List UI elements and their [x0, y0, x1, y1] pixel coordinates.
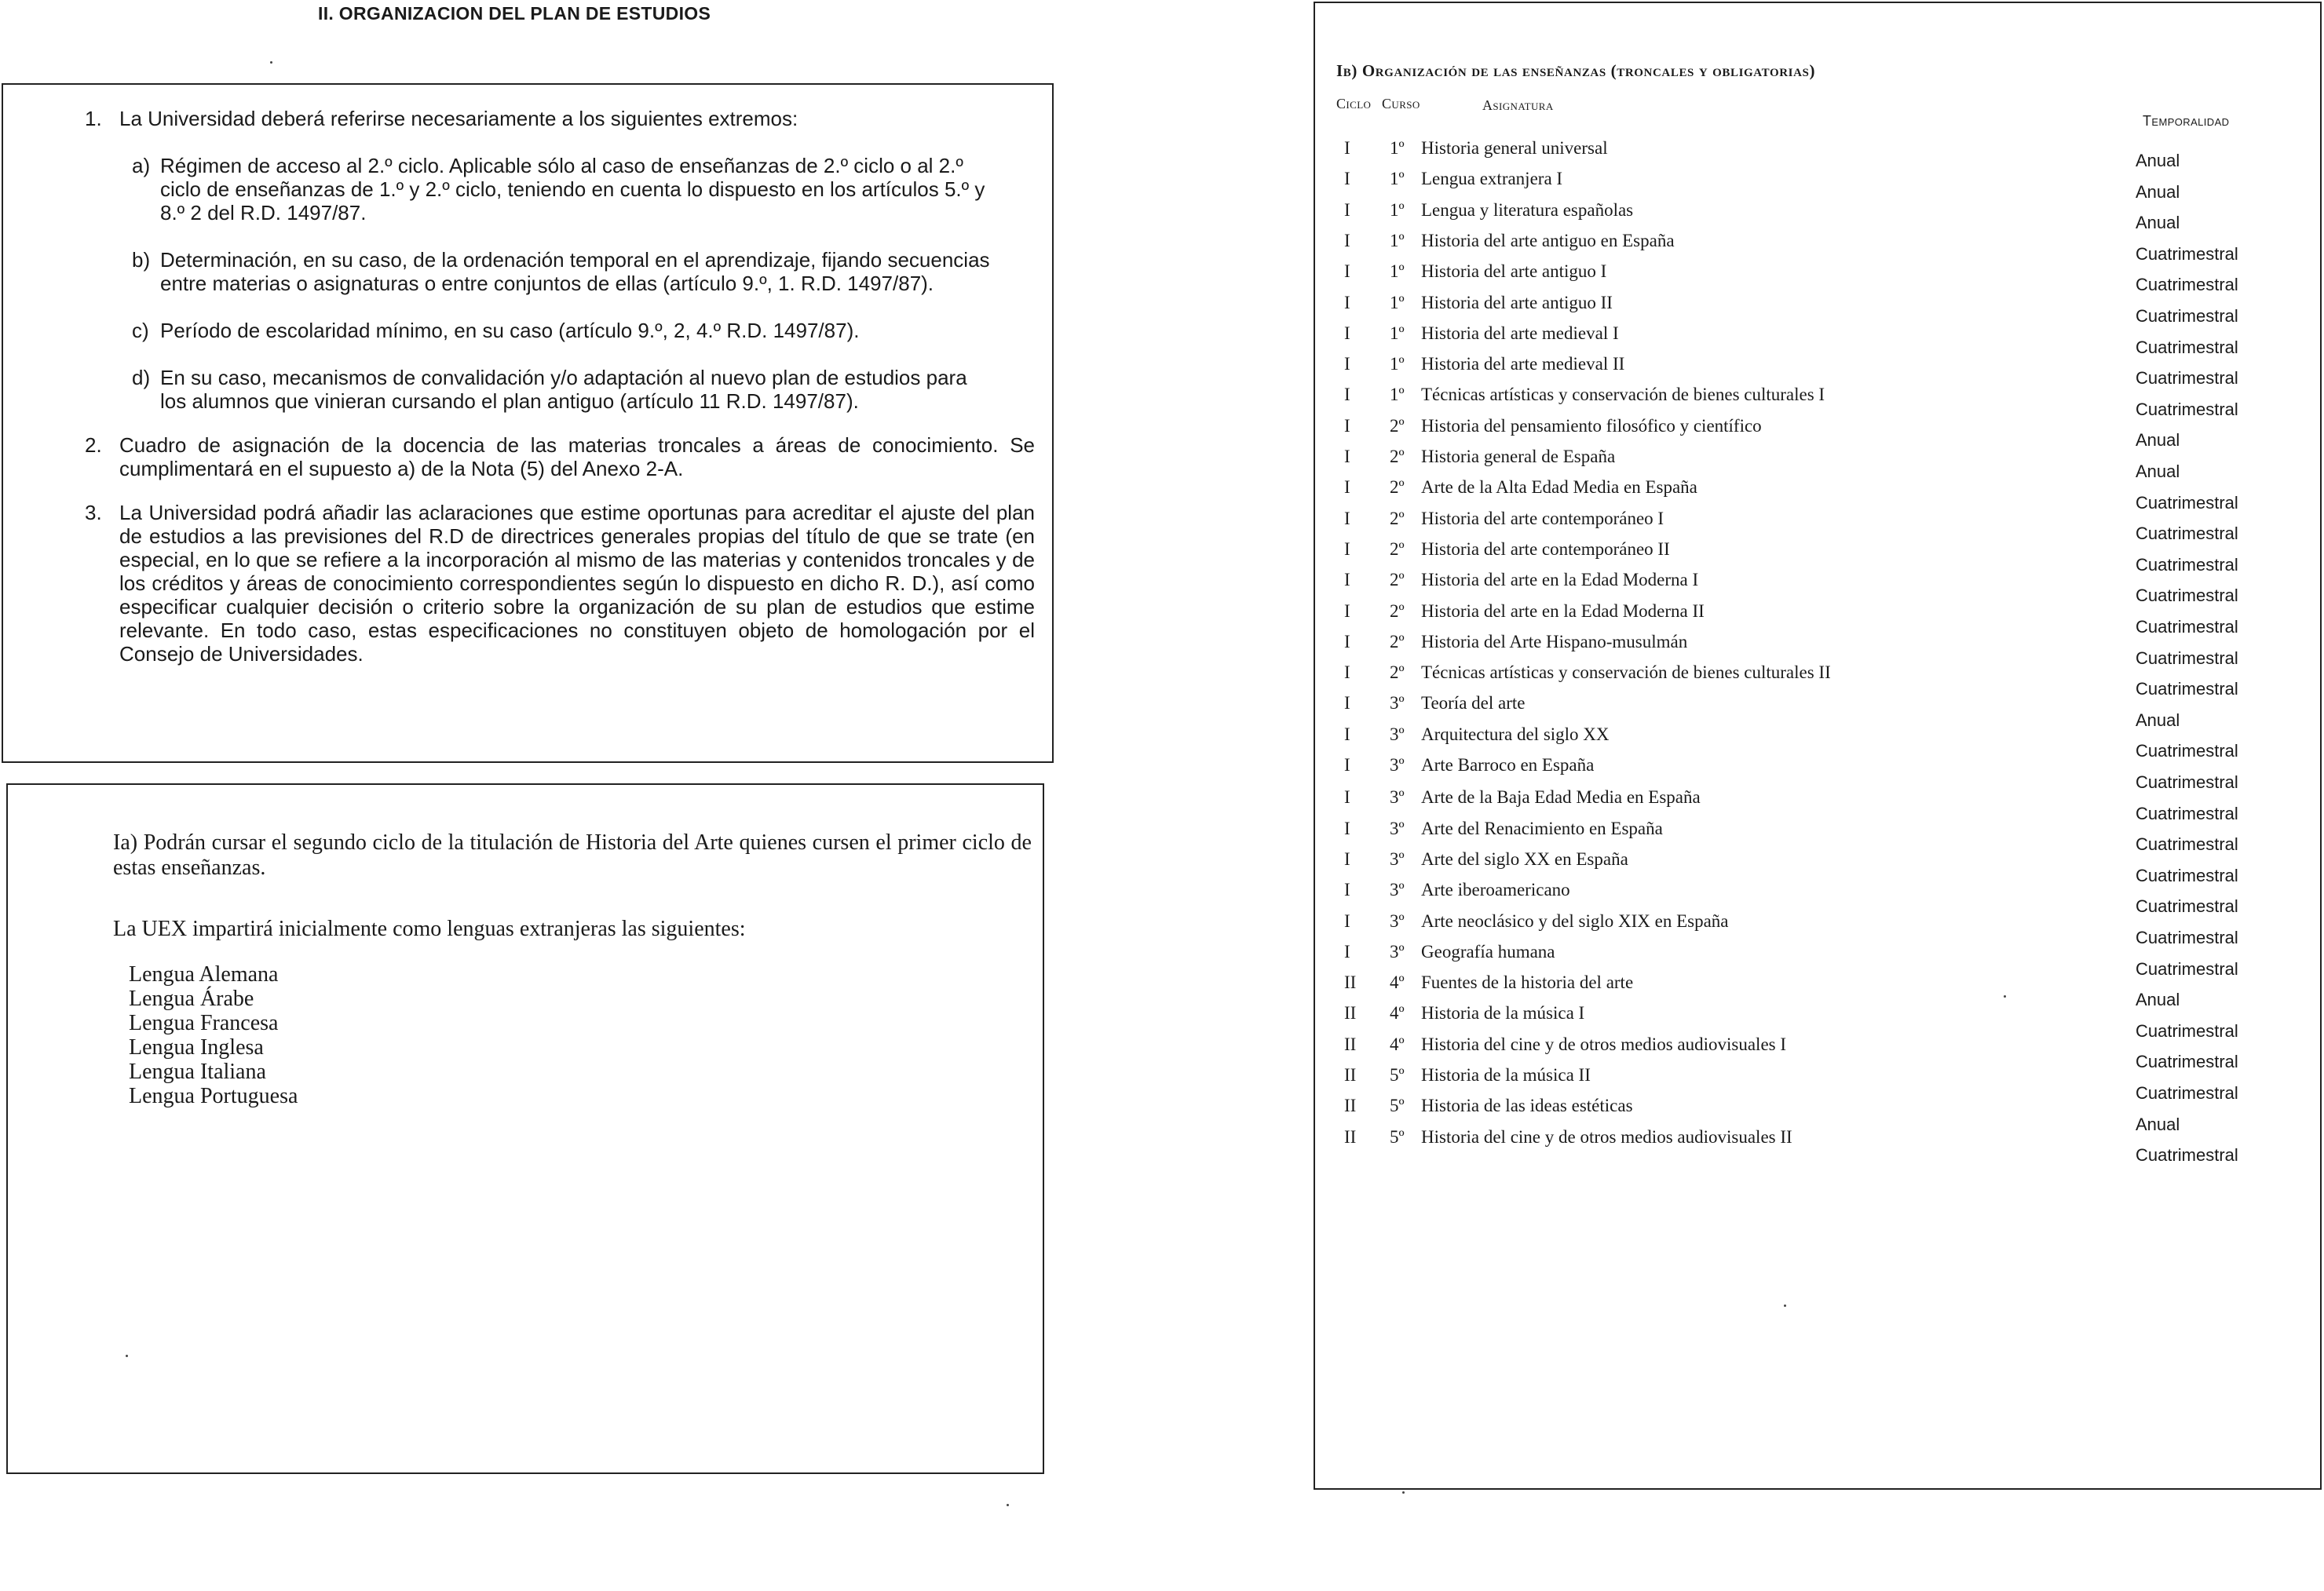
- cell-asignatura: Historia del arte antiguo en España: [1421, 231, 1675, 250]
- cell-asignatura: Técnicas artísticas y conservación de bienes culturales II: [1421, 662, 1831, 682]
- cell-temporalidad: Cuatrimestral: [2136, 648, 2238, 668]
- cell-curso: 1º: [1390, 354, 1405, 374]
- cell-ciclo: I: [1344, 570, 1350, 589]
- cell-curso: 2º: [1390, 509, 1405, 528]
- cell-asignatura: Arte Barroco en España: [1421, 755, 1595, 775]
- cell-temporalidad: Anual: [2136, 462, 2180, 481]
- note-subitem-b: [119, 248, 992, 295]
- table-row: [1335, 786, 2245, 809]
- cell-curso: 2º: [1390, 570, 1405, 589]
- cell-temporalidad: Cuatrimestral: [2136, 772, 2238, 792]
- cell-temporalidad: Cuatrimestral: [2136, 1083, 2238, 1103]
- cell-temporalidad: Cuatrimestral: [2136, 338, 2238, 357]
- table-row: [1335, 568, 2245, 592]
- cell-asignatura: Historia del cine y de otros medios audiovisuales I: [1421, 1035, 1787, 1054]
- cell-asignatura: Lengua y literatura españolas: [1421, 200, 1634, 220]
- cell-asignatura: Historia del arte en la Edad Moderna I: [1421, 570, 1699, 589]
- subitem-text: Régimen de acceso al 2.º ciclo. Aplicable sólo al caso de enseñanzas de 2.º ciclo o al 2.º ciclo de enseñanzas de 1.º y 2.º ciclo, teniendo en cuenta lo dispuesto en los artículos 5.º y 8.º 2 del R.D. 1497/87.: [160, 154, 985, 224]
- cell-temporalidad: Anual: [2136, 151, 2180, 170]
- table-row: [1335, 661, 2245, 684]
- cell-curso: 1º: [1390, 169, 1405, 188]
- cell-temporalidad: Cuatrimestral: [2136, 306, 2238, 326]
- table-row: [1335, 723, 2245, 746]
- note-number: 2.: [85, 433, 102, 457]
- column-header-ciclo: Ciclo: [1336, 96, 1372, 111]
- table-row: [1335, 199, 2245, 222]
- cell-asignatura: Historia del arte en la Edad Moderna II: [1421, 601, 1705, 621]
- cell-asignatura: Arte de la Baja Edad Media en España: [1421, 787, 1701, 807]
- cell-temporalidad: Cuatrimestral: [2136, 834, 2238, 854]
- cell-temporalidad: Cuatrimestral: [2136, 804, 2238, 823]
- cell-ciclo: I: [1344, 724, 1350, 744]
- scan-speck: [1784, 1305, 1786, 1307]
- cell-ciclo: II: [1344, 1003, 1357, 1023]
- table-row: [1335, 352, 2245, 376]
- table-row: [1335, 910, 2245, 933]
- language-item: Lengua Francesa: [129, 1011, 279, 1035]
- cell-ciclo: I: [1344, 261, 1350, 281]
- cell-curso: 2º: [1390, 447, 1405, 466]
- table-row: [1335, 971, 2245, 994]
- cell-curso: 2º: [1390, 662, 1405, 682]
- scan-speck: [1402, 1491, 1405, 1494]
- languages-intro: La UEX impartirá inicialmente como lenguas extranjeras las siguientes:: [113, 917, 746, 941]
- table-row: [1335, 754, 2245, 777]
- cell-temporalidad: Cuatrimestral: [2136, 275, 2238, 294]
- access-paragraph: Ia) Podrán cursar el segundo ciclo de la titulación de Historia del Arte quienes cursen el primer ciclo de estas enseñanzas.: [113, 830, 1032, 880]
- table-row: [1335, 1033, 2245, 1056]
- note-number: 1.: [85, 107, 102, 130]
- table-row: [1335, 1126, 2245, 1149]
- table-row: [1335, 167, 2245, 191]
- cell-ciclo: I: [1344, 447, 1350, 466]
- scan-speck: [270, 61, 272, 64]
- cell-asignatura: Arte del siglo XX en España: [1421, 849, 1628, 869]
- cell-temporalidad: Cuatrimestral: [2136, 959, 2238, 979]
- cell-asignatura: Técnicas artísticas y conservación de bienes culturales I: [1421, 385, 1825, 404]
- table-row: [1335, 1064, 2245, 1087]
- cell-temporalidad: Cuatrimestral: [2136, 679, 2238, 699]
- cell-temporalidad: Cuatrimestral: [2136, 617, 2238, 637]
- cell-ciclo: I: [1344, 416, 1350, 436]
- cell-temporalidad: Anual: [2136, 182, 2180, 202]
- cell-ciclo: I: [1344, 880, 1350, 899]
- cell-ciclo: I: [1344, 323, 1350, 343]
- table-row: [1335, 940, 2245, 964]
- cell-temporalidad: Cuatrimestral: [2136, 368, 2238, 388]
- cell-curso: 1º: [1390, 293, 1405, 312]
- scan-speck: [1007, 1504, 1009, 1506]
- cell-temporalidad: Cuatrimestral: [2136, 866, 2238, 885]
- table-row: [1335, 229, 2245, 253]
- note-subitem-d: [119, 366, 992, 413]
- language-item: Lengua Italiana: [129, 1060, 266, 1084]
- table-row: [1335, 476, 2245, 499]
- table-row: [1335, 507, 2245, 531]
- cell-temporalidad: Cuatrimestral: [2136, 896, 2238, 916]
- language-item: Lengua Portuguesa: [129, 1084, 298, 1108]
- cell-asignatura: Historia general universal: [1421, 138, 1608, 158]
- note-subitem-c: [119, 319, 992, 342]
- cell-ciclo: I: [1344, 911, 1350, 931]
- cell-asignatura: Historia del arte medieval II: [1421, 354, 1625, 374]
- cell-curso: 1º: [1390, 200, 1405, 220]
- cell-curso: 5º: [1390, 1065, 1405, 1085]
- cell-ciclo: I: [1344, 200, 1350, 220]
- cell-curso: 4º: [1390, 1035, 1405, 1054]
- cell-temporalidad: Cuatrimestral: [2136, 244, 2238, 264]
- section-title: II. ORGANIZACION DEL PLAN DE ESTUDIOS: [318, 3, 711, 24]
- note-number: 3.: [85, 501, 102, 524]
- table-row: [1335, 848, 2245, 871]
- note-text: Cuadro de asignación de la docencia de las materias troncales a áreas de conocimiento. Se cumplimentará en el supuesto a) de la Nota (5) del Anexo 2-A.: [119, 433, 1035, 480]
- languages-list: [129, 962, 1032, 1108]
- cell-curso: 2º: [1390, 632, 1405, 651]
- cell-curso: 3º: [1390, 849, 1405, 869]
- language-item: Lengua Inglesa: [129, 1035, 264, 1060]
- cell-asignatura: Historia del arte antiguo I: [1421, 261, 1607, 281]
- cell-curso: 1º: [1390, 323, 1405, 343]
- cell-curso: 3º: [1390, 724, 1405, 744]
- cell-curso: 2º: [1390, 416, 1405, 436]
- cell-ciclo: II: [1344, 1035, 1357, 1054]
- note-text: La Universidad deberá referirse necesariamente a los siguientes extremos:: [119, 107, 798, 130]
- cell-temporalidad: Cuatrimestral: [2136, 1145, 2238, 1165]
- cell-asignatura: Geografía humana: [1421, 942, 1555, 962]
- table-row: [1335, 291, 2245, 315]
- table-row: [1335, 538, 2245, 561]
- cell-temporalidad: Anual: [2136, 710, 2180, 730]
- cell-temporalidad: Anual: [2136, 430, 2180, 450]
- cell-asignatura: Historia del arte contemporáneo II: [1421, 539, 1670, 559]
- cell-curso: 3º: [1390, 787, 1405, 807]
- table-row: [1335, 600, 2245, 623]
- table-row: [1335, 1094, 2245, 1118]
- cell-curso: 4º: [1390, 972, 1405, 992]
- cell-ciclo: I: [1344, 477, 1350, 497]
- note-item-3: [79, 501, 1035, 666]
- cell-asignatura: Teoría del arte: [1421, 693, 1526, 713]
- cell-ciclo: II: [1344, 1065, 1357, 1085]
- cell-asignatura: Historia de la música I: [1421, 1003, 1585, 1023]
- cell-ciclo: I: [1344, 693, 1350, 713]
- cell-curso: 5º: [1390, 1127, 1405, 1147]
- cell-asignatura: Arte iberoamericano: [1421, 880, 1570, 899]
- cell-ciclo: I: [1344, 755, 1350, 775]
- subitem-label: c): [132, 319, 149, 342]
- cell-temporalidad: Cuatrimestral: [2136, 400, 2238, 419]
- table-row: [1335, 260, 2245, 283]
- subitem-text: Período de escolaridad mínimo, en su caso (artículo 9.º, 2, 4.º R.D. 1497/87).: [160, 319, 860, 342]
- subitem-label: b): [132, 248, 151, 272]
- cell-ciclo: I: [1344, 509, 1350, 528]
- cell-curso: 1º: [1390, 231, 1405, 250]
- cell-ciclo: I: [1344, 662, 1350, 682]
- cell-temporalidad: Cuatrimestral: [2136, 741, 2238, 761]
- language-item: Lengua Árabe: [129, 987, 254, 1011]
- cell-ciclo: I: [1344, 354, 1350, 374]
- cell-ciclo: I: [1344, 138, 1350, 158]
- table-row: [1335, 137, 2245, 160]
- cell-curso: 2º: [1390, 539, 1405, 559]
- cell-ciclo: II: [1344, 1127, 1357, 1147]
- cell-ciclo: II: [1344, 1096, 1357, 1115]
- note-item-2: [79, 433, 1035, 480]
- cell-curso: 2º: [1390, 601, 1405, 621]
- notes-list: [79, 107, 1035, 686]
- subitem-text: En su caso, mecanismos de convalidación y/o adaptación al nuevo plan de estudios para los alumnos que vinieran cursando el plan antiguo (artículo 11 R.D. 1497/87).: [160, 366, 967, 413]
- cell-temporalidad: Anual: [2136, 990, 2180, 1009]
- cell-asignatura: Lengua extranjera I: [1421, 169, 1563, 188]
- cell-temporalidad: Cuatrimestral: [2136, 1052, 2238, 1071]
- second-cycle-content: [113, 830, 1032, 1108]
- cell-curso: 5º: [1390, 1096, 1405, 1115]
- cell-curso: 3º: [1390, 911, 1405, 931]
- cell-ciclo: I: [1344, 385, 1350, 404]
- table-row: [1335, 322, 2245, 345]
- cell-ciclo: I: [1344, 819, 1350, 838]
- cell-temporalidad: Anual: [2136, 213, 2180, 232]
- cell-ciclo: I: [1344, 293, 1350, 312]
- note-subitem-a: [119, 154, 992, 224]
- cell-temporalidad: Cuatrimestral: [2136, 1021, 2238, 1041]
- cell-asignatura: Historia de la música II: [1421, 1065, 1591, 1085]
- cell-curso: 3º: [1390, 819, 1405, 838]
- cell-temporalidad: Cuatrimestral: [2136, 928, 2238, 947]
- column-header-asignatura: Asignatura: [1482, 97, 1554, 113]
- cell-asignatura: Arte del Renacimiento en España: [1421, 819, 1663, 838]
- cell-ciclo: II: [1344, 972, 1357, 992]
- cell-ciclo: I: [1344, 231, 1350, 250]
- cell-temporalidad: Cuatrimestral: [2136, 555, 2238, 575]
- cell-ciclo: I: [1344, 539, 1350, 559]
- cell-ciclo: I: [1344, 942, 1350, 962]
- cell-asignatura: Historia del arte medieval I: [1421, 323, 1619, 343]
- cell-asignatura: Arte de la Alta Edad Media en España: [1421, 477, 1697, 497]
- cell-temporalidad: Cuatrimestral: [2136, 586, 2238, 605]
- cell-temporalidad: Anual: [2136, 1115, 2180, 1134]
- cell-asignatura: Fuentes de la historia del arte: [1421, 972, 1634, 992]
- column-header-temporalidad: Temporalidad: [2143, 113, 2230, 129]
- cell-asignatura: Arquitectura del siglo XX: [1421, 724, 1610, 744]
- table-row: [1335, 383, 2245, 407]
- cell-asignatura: Arte neoclásico y del siglo XIX en España: [1421, 911, 1729, 931]
- language-item: Lengua Alemana: [129, 962, 279, 987]
- note-text: La Universidad podrá añadir las aclaraciones que estime oportunas para acreditar el ajuste del plan de estudios a las previsiones del R.D de directrices generales propias del título de que se trate (en especial, en lo que se refiere a la incorporación al mismo de las materias y contenidos troncales y de los créditos y áreas de conocimiento correspondientes según lo dispuesto en dicho R. D.), así como especificar cualquier decisión o criterio sobre la organización de su plan de estudios que estime relevante. En todo caso, estas especificaciones no constituyen objeto de homologación por el Consejo de Universidades.: [119, 501, 1035, 666]
- table-row: [1335, 445, 2245, 469]
- subitem-text: Determinación, en su caso, de la ordenación temporal en el aprendizaje, fijando secuencias entre materias o asignaturas o entre conjuntos de ellas (artículo 9.º, 1. R.D. 1497/87).: [160, 248, 990, 295]
- cell-curso: 2º: [1390, 477, 1405, 497]
- table-heading: Ib) Organización de las enseñanzas (troncales y obligatorias): [1336, 61, 1816, 80]
- cell-ciclo: I: [1344, 601, 1350, 621]
- cell-temporalidad: Cuatrimestral: [2136, 524, 2238, 543]
- cell-curso: 3º: [1390, 755, 1405, 775]
- scan-speck: [126, 1355, 128, 1357]
- note-item-1: [79, 107, 1035, 413]
- table-row: [1335, 1002, 2245, 1025]
- cell-temporalidad: Cuatrimestral: [2136, 493, 2238, 513]
- cell-asignatura: Historia de las ideas estéticas: [1421, 1096, 1633, 1115]
- cell-curso: 4º: [1390, 1003, 1405, 1023]
- cell-curso: 3º: [1390, 942, 1405, 962]
- table-row: [1335, 414, 2245, 438]
- cell-asignatura: Historia del Arte Hispano-musulmán: [1421, 632, 1688, 651]
- table-row: [1335, 817, 2245, 841]
- cell-asignatura: Historia del arte contemporáneo I: [1421, 509, 1664, 528]
- cell-asignatura: Historia general de España: [1421, 447, 1616, 466]
- cell-asignatura: Historia del arte antiguo II: [1421, 293, 1613, 312]
- cell-curso: 3º: [1390, 693, 1405, 713]
- table-row: [1335, 692, 2245, 715]
- cell-ciclo: I: [1344, 787, 1350, 807]
- cell-asignatura: Historia del cine y de otros medios audiovisuales II: [1421, 1127, 1792, 1147]
- table-row: [1335, 878, 2245, 902]
- cell-curso: 3º: [1390, 880, 1405, 899]
- subitem-label: d): [132, 366, 151, 389]
- cell-ciclo: I: [1344, 849, 1350, 869]
- scan-speck: [2004, 995, 2006, 998]
- cell-asignatura: Historia del pensamiento filosófico y científico: [1421, 416, 1762, 436]
- column-header-curso: Curso: [1382, 96, 1420, 111]
- cell-ciclo: I: [1344, 632, 1350, 651]
- cell-curso: 1º: [1390, 385, 1405, 404]
- table-row: [1335, 630, 2245, 654]
- cell-ciclo: I: [1344, 169, 1350, 188]
- cell-curso: 1º: [1390, 261, 1405, 281]
- cell-curso: 1º: [1390, 138, 1405, 158]
- subitem-label: a): [132, 154, 151, 177]
